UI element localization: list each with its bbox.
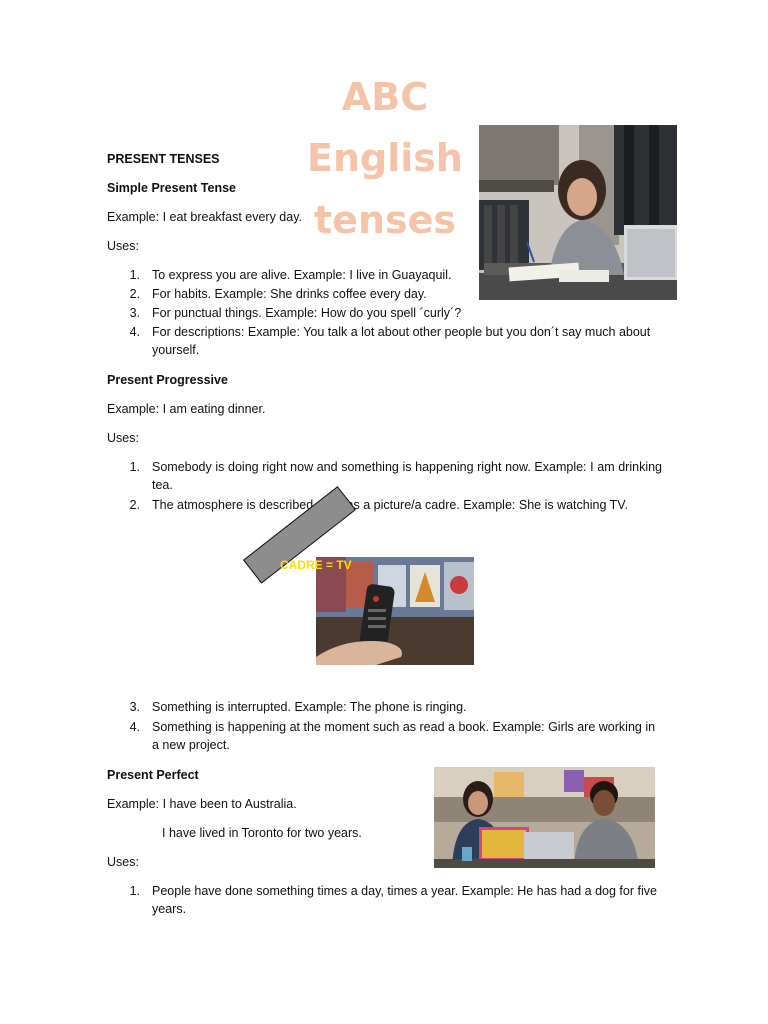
list-item: For descriptions: Example: You talk a lot about other people but you don´t say much about yourself. — [152, 325, 651, 357]
title-line-2: English — [307, 136, 463, 180]
present-perfect-example-2: I have lived in Toronto for two years. — [162, 826, 362, 840]
list-item: The atmosphere is described such as a picture/a cadre. Example: She is watching TV. — [152, 498, 628, 512]
simple-present-heading: Simple Present Tense — [107, 181, 236, 195]
list-number: 4. — [129, 720, 140, 734]
present-perfect-uses-label: Uses: — [107, 855, 139, 869]
list-item: People have done something times a day, times a year. Example: He has had a dog for five years. — [152, 884, 657, 916]
list-number: 4. — [129, 325, 140, 339]
present-tenses-heading: PRESENT TENSES — [107, 152, 220, 166]
list-item: For punctual things. Example: How do you spell ´curly´? — [152, 306, 462, 320]
present-progressive-example: Example: I am eating dinner. — [107, 402, 266, 416]
list-number: 2. — [129, 498, 140, 512]
tv-remote-photo — [316, 557, 474, 665]
list-number: 2. — [129, 287, 140, 301]
present-perfect-heading: Present Perfect — [107, 768, 199, 782]
list-item: To express you are alive. Example: I live in Guayaquil. — [152, 268, 452, 282]
list-item: Somebody is doing right now and something is happening right now. Example: I am drinking tea. — [152, 460, 662, 492]
cadre-label: CADRE = TV — [280, 558, 352, 572]
list-number: 3. — [129, 306, 140, 320]
list-number: 3. — [129, 700, 140, 714]
present-progressive-uses-label: Uses: — [107, 431, 139, 445]
title-line-3: tenses — [314, 198, 456, 242]
list-item: Something is interrupted. Example: The phone is ringing. — [152, 700, 467, 714]
list-number: 1. — [129, 460, 140, 474]
list-item: For habits. Example: She drinks coffee every day. — [152, 287, 427, 301]
title-line-1: ABC — [341, 75, 429, 119]
present-progressive-heading: Present Progressive — [107, 373, 228, 387]
list-number: 1. — [129, 268, 140, 282]
list-item: Something is happening at the moment such as read a book. Example: Girls are working in a new project. — [152, 720, 656, 752]
two-students-laptops-photo — [434, 767, 655, 868]
simple-present-uses-label: Uses: — [107, 239, 139, 253]
present-perfect-example: Example: I have been to Australia. — [107, 797, 297, 811]
list-number: 1. — [129, 884, 140, 898]
simple-present-example: Example: I eat breakfast every day. — [107, 210, 303, 224]
student-studying-photo — [479, 125, 677, 300]
